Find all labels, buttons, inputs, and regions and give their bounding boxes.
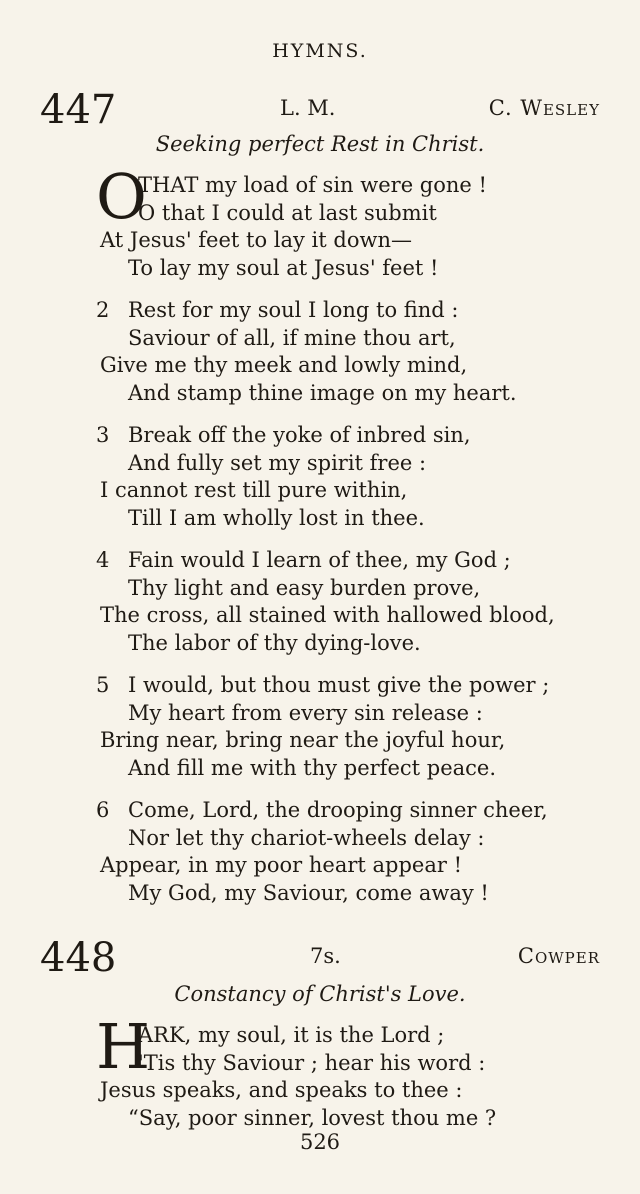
hymn-subtitle: Constancy of Christ's Love. [174, 982, 466, 1006]
hymn-meter: L. M. [280, 96, 336, 120]
verse-line: At Jesus' feet to lay it down— [100, 228, 412, 252]
verse-line: My God, my Saviour, come away ! [128, 880, 489, 905]
stanza [96, 547, 620, 657]
stanza [96, 160, 620, 282]
verse-line: I cannot rest till pure within, [100, 478, 408, 502]
stanza [96, 1010, 620, 1132]
verse-line: Nor let thy chariot-wheels delay : [128, 825, 485, 850]
verse-line: Thy light and easy burden prove, [128, 575, 481, 600]
verse-line: Appear, in my poor heart appear ! [100, 853, 463, 877]
page-number: 526 [299, 1130, 341, 1154]
running-head: HYMNS. [272, 40, 368, 62]
drop-cap: H [96, 1010, 151, 1083]
verse-line [96, 797, 620, 825]
verse-line: “Say, poor sinner, lovest thou me ? [128, 1105, 497, 1130]
stanza-number: 4 [96, 548, 110, 572]
verse-line [96, 672, 620, 700]
stanza-number: 3 [96, 423, 110, 447]
hymn-subtitle: Seeking perfect Rest in Christ. [155, 132, 485, 156]
stanza [96, 297, 620, 407]
verse-line: Jesus speaks, and speaks to thee : [100, 1078, 463, 1102]
verse-line [96, 297, 620, 325]
hymn-number: 448 [40, 935, 117, 981]
verse-line: 'Tis thy Saviour ; hear his word : [138, 1050, 486, 1075]
verse-line: ARK, my soul, it is the Lord ; [138, 1023, 445, 1047]
verse-line: And stamp thine image on my heart. [128, 380, 517, 405]
verse-line: The labor of thy dying-love. [128, 630, 421, 655]
verse-line: And fill me with thy perfect peace. [128, 755, 497, 780]
hymn-header [40, 936, 600, 980]
stanza-number: 6 [96, 798, 110, 822]
verse-text: I would, but thou must give the power ; [128, 673, 550, 697]
hymn-author: Cowper [517, 944, 600, 968]
verse-line: Give me thy meek and lowly mind, [100, 353, 468, 377]
stanza-number: 2 [96, 298, 110, 322]
hymn-number: 447 [40, 87, 117, 133]
verse-line: Bring near, bring near the joyful hour, [100, 728, 506, 752]
verse-text: Come, Lord, the drooping sinner cheer, [128, 798, 548, 822]
hymn-header [40, 88, 600, 132]
hymn-meter: 7s. [310, 944, 341, 968]
verse-line: Saviour of all, if mine thou art, [128, 325, 456, 350]
verse-line: To lay my soul at Jesus' feet ! [128, 255, 439, 280]
verse-line [96, 422, 620, 450]
verse-line: And fully set my spirit free : [128, 450, 427, 475]
verse-text: Fain would I learn of thee, my God ; [128, 548, 511, 572]
verse-text: Rest for my soul I long to find : [128, 298, 459, 322]
verse-line [96, 547, 620, 575]
stanza-number: 5 [96, 673, 110, 697]
verse-line: O that I could at last submit [138, 200, 437, 225]
verse-line: My heart from every sin release : [128, 700, 483, 725]
verse-text: Break off the yoke of inbred sin, [128, 423, 471, 447]
drop-cap: O [96, 160, 147, 233]
stanza [96, 672, 620, 782]
hymn-author: C. Wesley [488, 96, 600, 120]
verse-line: The cross, all stained with hallowed blood, [100, 603, 555, 627]
stanza [96, 797, 620, 907]
verse-line: THAT my load of sin were gone ! [138, 173, 487, 197]
stanza [96, 422, 620, 532]
verse-line: Till I am wholly lost in thee. [128, 505, 425, 530]
